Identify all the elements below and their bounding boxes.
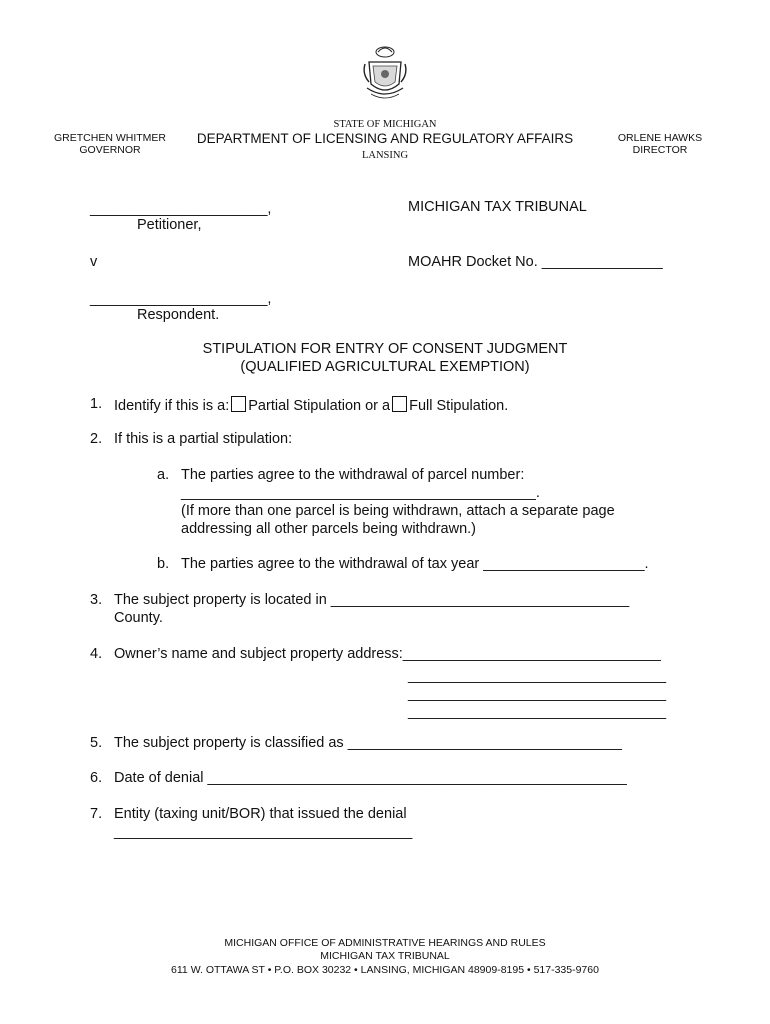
versus-label: v: [90, 254, 98, 270]
footer-address: 611 W. OTTAWA ST • P.O. BOX 30232 • LANSING, MICHIGAN 48909-8195 • 517-335-9760: [171, 964, 599, 976]
city-line: LANSING: [361, 150, 409, 161]
item-1-text: Identify if this is a:: [114, 398, 230, 414]
governor-name: GRETCHEN WHITMER: [54, 132, 166, 144]
date-of-denial-field[interactable]: Date of denial ____________________________________________________: [114, 770, 627, 786]
item-7-text: Entity (taxing unit/BOR) that issued the denial: [114, 806, 407, 822]
denying-entity-field[interactable]: _____________________________________: [114, 824, 413, 840]
footer-tribunal: MICHIGAN TAX TRIBUNAL: [320, 950, 450, 962]
parcel-number-field[interactable]: ____________________________________________.: [181, 485, 540, 501]
department-name: DEPARTMENT OF LICENSING AND REGULATORY AFFAIRS: [196, 131, 574, 146]
partial-stipulation-checkbox[interactable]: [231, 396, 246, 412]
item-7-number: 7.: [90, 806, 103, 822]
respondent-blank[interactable]: ______________________,: [90, 291, 272, 307]
petitioner-label: Petitioner,: [137, 217, 202, 233]
item-2-number: 2.: [90, 431, 103, 447]
item-4-number: 4.: [90, 646, 103, 662]
item-2-text: If this is a partial stipulation:: [114, 431, 293, 447]
owner-address-line-4[interactable]: ________________________________: [408, 704, 667, 720]
docket-number-field[interactable]: MOAHR Docket No. _______________: [408, 254, 663, 270]
item-5-number: 5.: [90, 735, 103, 751]
governor-title: GOVERNOR: [79, 144, 141, 156]
petitioner-blank[interactable]: ______________________,: [90, 201, 272, 217]
director-title: DIRECTOR: [632, 144, 688, 156]
item-1-number: 1.: [90, 396, 103, 412]
full-stipulation-checkbox[interactable]: [392, 396, 407, 412]
item-2a-note-line-1: (If more than one parcel is being withdrawn, attach a separate page: [181, 503, 615, 519]
item-2b-label: b.: [157, 556, 170, 572]
owner-address-field[interactable]: Owner’s name and subject property address:________________________________: [114, 646, 661, 662]
county-field[interactable]: The subject property is located in _____________________________________: [114, 592, 630, 608]
item-2a-note-line-2: addressing all other parcels being withdrawn.): [181, 521, 476, 537]
state-line: STATE OF MICHIGAN: [333, 119, 437, 130]
tribunal-name: MICHIGAN TAX TRIBUNAL: [408, 199, 587, 215]
respondent-label: Respondent.: [137, 307, 220, 323]
footer-agency: MICHIGAN OFFICE OF ADMINISTRATIVE HEARINGS AND RULES: [224, 937, 546, 949]
item-1-row: [114, 396, 508, 415]
tax-year-field[interactable]: The parties agree to the withdrawal of tax year ____________________.: [181, 556, 649, 572]
full-stipulation-label: Full Stipulation.: [409, 398, 509, 414]
michigan-seal-icon: [361, 44, 409, 104]
item-2a-text: The parties agree to the withdrawal of parcel number:: [181, 467, 525, 483]
item-3-number: 3.: [90, 592, 103, 608]
classification-field[interactable]: The subject property is classified as __________________________________: [114, 735, 622, 751]
director-name: ORLENE HAWKS: [617, 132, 703, 144]
item-3-county-label: County.: [114, 610, 163, 626]
item-2a-label: a.: [157, 467, 170, 483]
partial-stipulation-label: Partial Stipulation or a: [248, 398, 391, 414]
owner-address-line-3[interactable]: ________________________________: [408, 686, 667, 702]
document-subtitle: (QUALIFIED AGRICULTURAL EXEMPTION): [240, 359, 530, 375]
owner-address-line-2[interactable]: ________________________________: [408, 668, 667, 684]
document-title: STIPULATION FOR ENTRY OF CONSENT JUDGMENT: [202, 341, 568, 357]
item-6-number: 6.: [90, 770, 103, 786]
